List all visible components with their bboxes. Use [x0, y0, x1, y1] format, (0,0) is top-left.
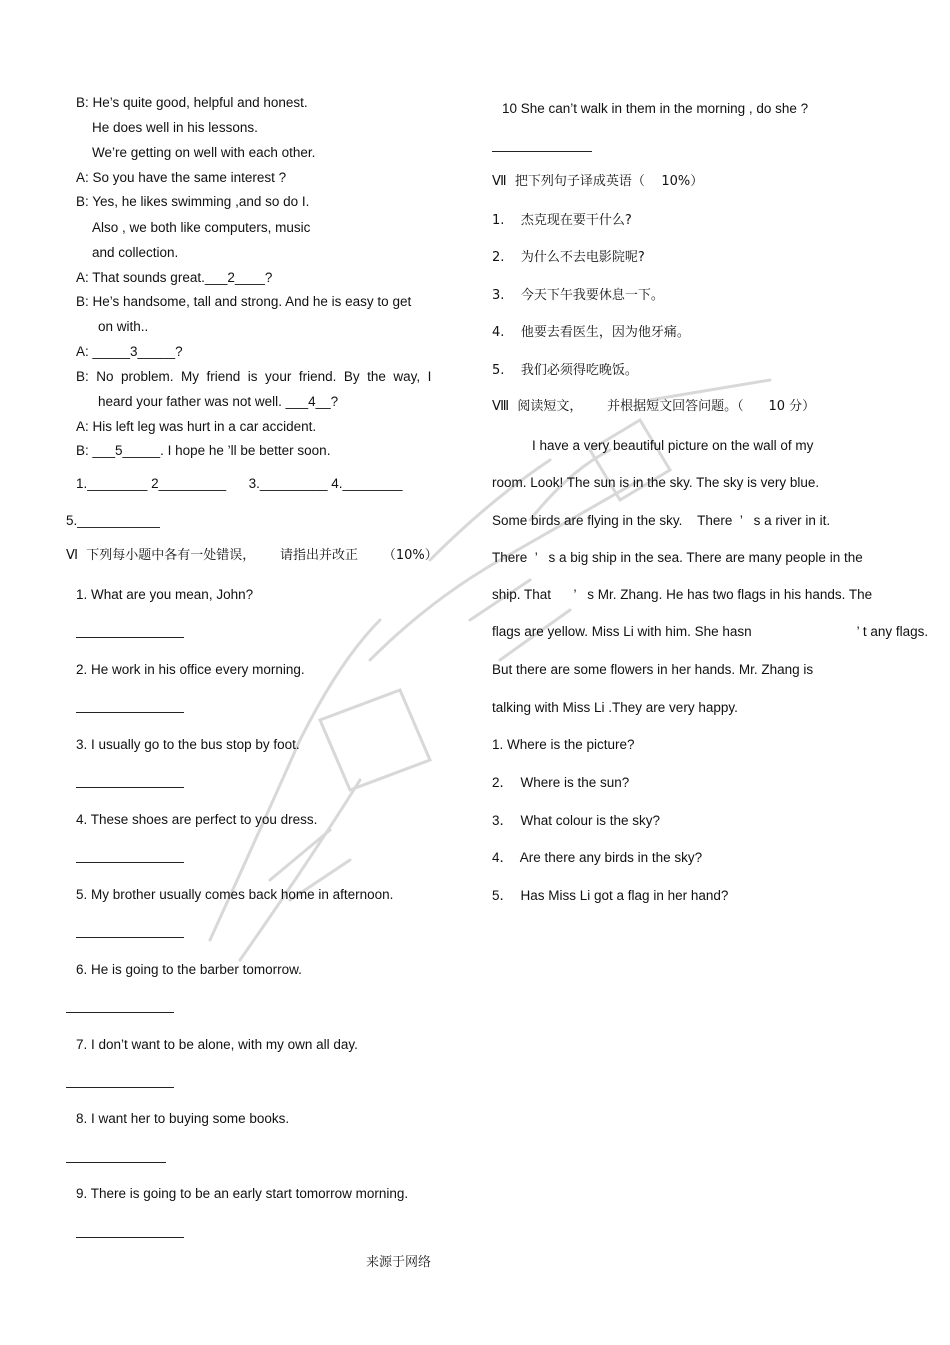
error-item: 4. These shoes are perfect to you dress.	[76, 812, 318, 827]
answer-line[interactable]	[66, 1162, 166, 1163]
dialogue-line: B: Yes, he likes swimming ,and so do I.	[76, 194, 310, 209]
dialogue-line: A: So you have the same interest ?	[76, 170, 287, 185]
dialogue-line: A: That sounds great.___2____?	[76, 270, 273, 285]
error-item: 10 She can’t walk in them in the morning , do she ?	[502, 101, 809, 116]
question-item: 4． Are there any birds in the sky?	[492, 850, 703, 865]
question-item: 2． Where is the sun?	[492, 775, 630, 790]
passage-line: Some birds are flying in the sky. There ’ s a river in it.	[492, 513, 831, 528]
dialogue-line: A: _____3_____?	[76, 344, 183, 359]
dialogue-line: on with..	[98, 319, 149, 334]
error-item: 1. What are you mean, John?	[76, 587, 254, 602]
answer-line[interactable]	[76, 1237, 184, 1238]
dialogue-line: B: No problem. My friend is your friend. By the way, I	[76, 369, 432, 384]
dialogue-line: B: He’s quite good, helpful and honest.	[76, 95, 308, 110]
dialogue-line: He does well in his lessons.	[92, 120, 258, 135]
translation-item: 5. 我们必须得吃晚饭。	[492, 363, 638, 378]
translation-item: 2. 为什么不去电影院呢?	[492, 250, 645, 265]
error-item: 6. He is going to the barber tomorrow.	[76, 962, 302, 977]
error-item: 5. My brother usually comes back home in afternoon.	[76, 887, 394, 902]
error-item: 8. I want her to buying some books.	[76, 1111, 290, 1126]
passage-line: room. Look! The sun is in the sky. The sky is very blue.	[492, 475, 820, 490]
translation-item: 3. 今天下午我要休息一下。	[492, 288, 664, 303]
error-item: 3. I usually go to the bus stop by foot.	[76, 737, 300, 752]
answer-line[interactable]	[66, 1012, 174, 1013]
question-item: 5． Has Miss Li got a flag in her hand?	[492, 888, 729, 903]
dialogue-line: and collection.	[92, 245, 179, 260]
page-footer: 来源于网络	[365, 1255, 431, 1270]
translation-item: 4. 他要去看医生，因为他牙痛。	[492, 325, 690, 340]
passage-line: I have a very beautiful picture on the wall of my	[532, 438, 814, 453]
question-item: 1. Where is the picture?	[492, 737, 635, 752]
dialogue-line: B: He’s handsome, tall and strong. And he is easy to get	[76, 294, 412, 309]
dialogue-line: A: His left leg was hurt in a car accident.	[76, 419, 317, 434]
answer-line[interactable]	[76, 637, 184, 638]
passage-line: flags are yellow. Miss Li with him. She hasn ’ t any flags.	[492, 624, 929, 639]
answer-line[interactable]	[76, 787, 184, 788]
answer-line[interactable]	[76, 862, 184, 863]
dialogue-line: We’re getting on well with each other.	[92, 145, 316, 160]
translation-item: 1. 杰克现在要干什么?	[492, 213, 632, 228]
dialogue-line: heard your father was not well. ___4__?	[98, 394, 339, 409]
passage-line: talking with Miss Li .They are very happy.	[492, 700, 738, 715]
section-6-heading: Ⅵ 下列每小题中各有一处错误， 请指出并改正 （10%）	[66, 548, 438, 563]
question-item: 3． What colour is the sky?	[492, 813, 661, 828]
passage-line: ship. That ’ s Mr. Zhang. He has two flags in his hands. The	[492, 587, 873, 602]
section-7-heading: Ⅶ 把下列句子译成英语（ 10%）	[492, 174, 704, 189]
error-item: 9. There is going to be an early start tomorrow morning.	[76, 1186, 409, 1201]
answer-line[interactable]	[76, 937, 184, 938]
dialogue-line: Also , we both like computers, music	[92, 220, 311, 235]
passage-line: There ’ s a big ship in the sea. There are many people in the	[492, 550, 863, 565]
answer-blanks-line[interactable]: 1.________ 2_________ 3._________ 4.________	[76, 476, 403, 491]
answer-line[interactable]	[66, 1087, 174, 1088]
answer-blanks-line[interactable]: 5.___________	[66, 513, 160, 528]
answer-line[interactable]	[492, 151, 592, 152]
section-8-heading: Ⅷ 阅读短文， 并根据短文回答问题。（ 10 分）	[492, 399, 816, 414]
answer-line[interactable]	[76, 712, 184, 713]
error-item: 7. I don’t want to be alone, with my own all day.	[76, 1037, 358, 1052]
error-item: 2. He work in his office every morning.	[76, 662, 305, 677]
passage-line: But there are some flowers in her hands. Mr. Zhang is	[492, 662, 814, 677]
dialogue-line: B: ___5_____. I hope he ’ll be better soon.	[76, 443, 331, 458]
